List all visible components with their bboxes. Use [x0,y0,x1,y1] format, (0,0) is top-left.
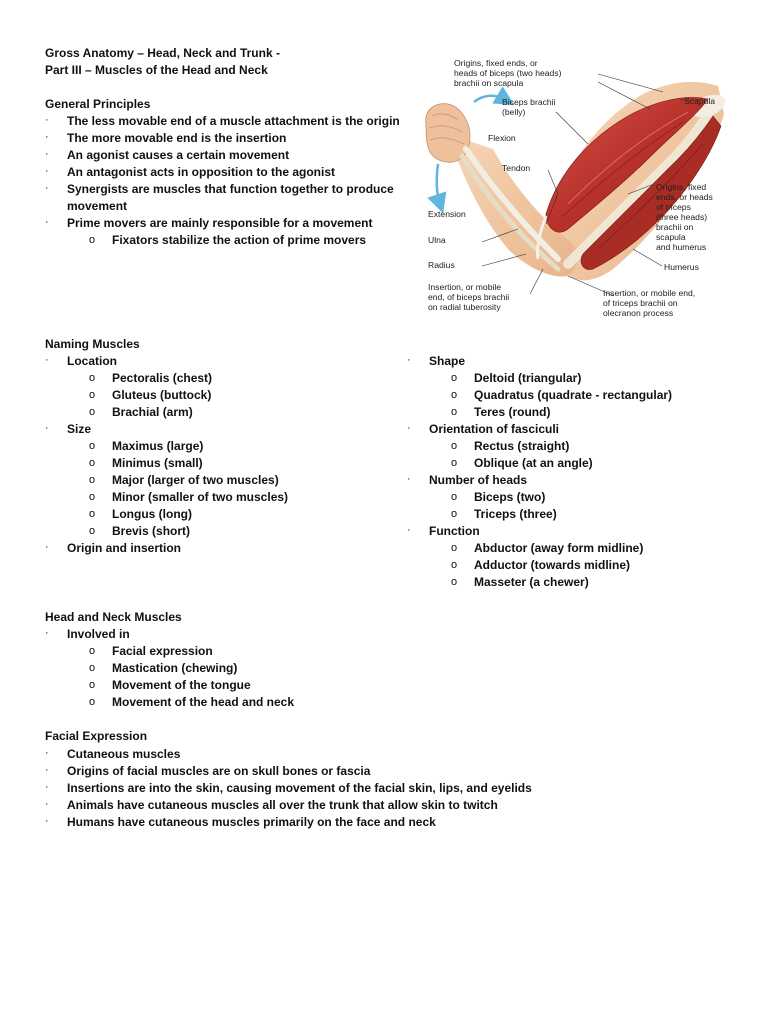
size-sublist [67,438,395,540]
naming-left-list [45,353,395,370]
document-title [45,45,405,79]
naming-example: o Deltoid (triangular) [429,370,747,387]
label-flexion: Flexion [488,133,516,143]
principle-item: · An agonist causes a certain movement [45,147,415,164]
naming-right-column [407,353,747,591]
naming-example: o Triceps (three) [429,506,747,523]
naming-example: o Major (larger of two muscles) [67,472,395,489]
naming-example: o Biceps (two) [429,489,747,506]
principle-item: · Synergists are muscles that function together to produce movement [45,181,415,215]
principle-item: · Prime movers are mainly responsible for a movement [45,215,415,232]
head-neck-sub-item: o Mastication (chewing) [67,660,445,677]
naming-right-list-shape [407,353,747,370]
orientation-sublist [429,438,747,472]
general-principles-list [45,113,415,232]
head-neck-item: · Involved in [45,626,445,643]
facial-expression-section [45,728,605,831]
label-humerus: Humerus [664,262,699,272]
naming-example: o Brevis (short) [67,523,395,540]
title-line-2: Part III – Muscles of the Head and Neck [45,63,268,77]
naming-example: o Teres (round) [429,404,747,421]
head-neck-section [45,609,445,711]
label-ulna: Ulna [428,235,446,245]
principle-item: · The more movable end is the insertion [45,130,415,147]
naming-example: o Masseter (a chewer) [429,574,747,591]
naming-example: o Adductor (towards midline) [429,557,747,574]
head-neck-sublist [67,643,445,711]
facial-expression-item: · Humans have cutaneous muscles primarily on the face and neck [45,814,605,831]
facial-expression-list [45,746,605,831]
head-neck-sub-item: o Facial expression [67,643,445,660]
naming-category: · Size [45,421,395,438]
label-tendon: Tendon [502,163,531,173]
facial-expression-item: · Animals have cutaneous muscles all over the trunk that allow skin to twitch [45,797,605,814]
naming-left-column [45,353,395,557]
label-biceps-brachii: Biceps brachii (belly) [502,97,556,117]
naming-category: · Function [407,523,747,540]
arm-muscle-figure [418,54,730,320]
naming-example: o Minimus (small) [67,455,395,472]
shape-sublist [429,370,747,421]
head-neck-heading: Head and Neck Muscles [45,610,182,624]
naming-example: o Abductor (away form midline) [429,540,747,557]
title-line-1: Gross Anatomy – Head, Neck and Trunk - [45,46,280,60]
extension-arrow [437,164,440,204]
label-radius: Radius [428,260,455,270]
naming-example: o Brachial (arm) [67,404,395,421]
arm-muscle-illustration [418,54,730,320]
facial-expression-item: · Insertions are into the skin, causing movement of the facial skin, lips, and eyelids [45,780,605,797]
facial-expression-item: · Cutaneous muscles [45,746,605,763]
naming-category: · Origin and insertion [45,540,395,557]
naming-right-list-function [407,523,747,540]
naming-example: o Gluteus (buttock) [67,387,395,404]
naming-example: o Oblique (at an angle) [429,455,747,472]
head-neck-sub-item: o Movement of the head and neck [67,694,445,711]
head-neck-sub-item: o Movement of the tongue [67,677,445,694]
naming-example: o Quadratus (quadrate - rectangular) [429,387,747,404]
heads-sublist [429,489,747,523]
fist-shape [426,104,470,163]
label-insertion-triceps: Insertion, or mobile end, of triceps brachii on olecranon process [603,288,696,318]
principle-item: · An antagonist acts in opposition to the agonist [45,164,415,181]
label-scapula: Scapula [684,96,716,106]
facial-expression-heading: Facial Expression [45,729,148,743]
facial-expression-item: · Origins of facial muscles are on skull bones or fascia [45,763,605,780]
principle-sub-item: o Fixators stabilize the action of prime movers [67,232,415,249]
naming-right-list-orientation [407,421,747,438]
label-extension: Extension [428,209,466,219]
naming-left-list-size [45,421,395,438]
general-principles-section [45,96,415,249]
general-principles-heading: General Principles [45,97,151,111]
label-origins-triceps: Origins, fixed ends, or heads of triceps (three heads) brachii on scapula and humerus [656,182,713,252]
naming-category: · Number of heads [407,472,747,489]
naming-category: · Shape [407,353,747,370]
naming-category: · Location [45,353,395,370]
label-insertion-biceps: Insertion, or mobile end, of biceps brachii on radial tuberosity [428,282,510,312]
naming-example: o Longus (long) [67,506,395,523]
naming-example: o Maximus (large) [67,438,395,455]
location-sublist [67,370,395,421]
principle-item: · The less movable end of a muscle attachment is the origin [45,113,415,130]
naming-category: · Orientation of fasciculi [407,421,747,438]
principle-sublist [67,232,415,249]
naming-example: o Pectoralis (chest) [67,370,395,387]
function-sublist [429,540,747,591]
naming-muscles-heading: Naming Muscles [45,337,140,351]
naming-example: o Rectus (straight) [429,438,747,455]
naming-example: o Minor (smaller of two muscles) [67,489,395,506]
head-neck-list [45,626,445,643]
naming-left-list-origin [45,540,395,557]
label-origins-biceps: Origins, fixed ends, or heads of biceps (two heads) brachii on scapula [454,58,562,88]
naming-right-list-heads [407,472,747,489]
